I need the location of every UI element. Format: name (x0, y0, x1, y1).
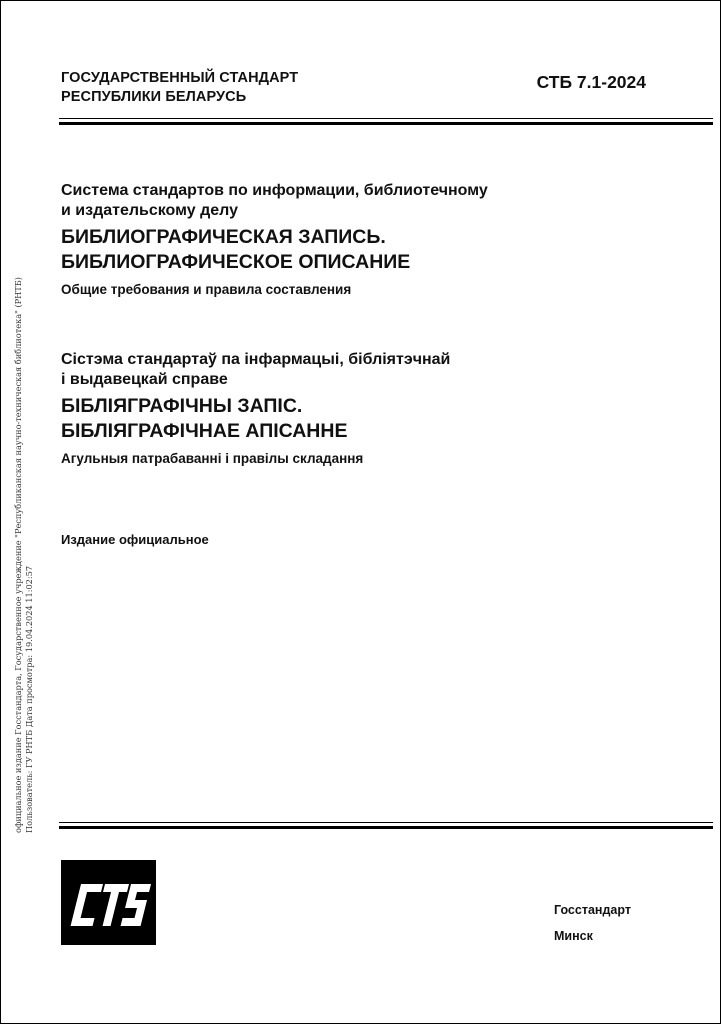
belarusian-title-block (61, 350, 450, 468)
standard-code: СТБ 7.1-2024 (536, 72, 646, 92)
side-stamp (13, 277, 35, 833)
system-line-1: Система стандартов по информации, библиотечному (61, 182, 488, 199)
side-stamp-line-1: официальное издание Госстандарта, Государственное учреждение "Республиканская научно-техническая библиотека" (РНТБ) (13, 277, 23, 833)
subtitle: Агульныя патрабаванні і правілы складання (61, 451, 364, 466)
title-line-1: БИБЛИОГРАФИЧЕСКАЯ ЗАПИСЬ. (61, 226, 386, 248)
footer-rule (59, 822, 713, 829)
system-line-1: Сістэма стандартаў па інфармацыі, бібліятэчнай (61, 351, 451, 368)
russian-title-block (61, 181, 488, 299)
system-line-2: і выдавецкай справе (61, 371, 228, 388)
org-line-1: ГОСУДАРСТВЕННЫЙ СТАНДАРТ (61, 70, 299, 86)
standard-org (61, 69, 298, 107)
title-line-1: БІБЛІЯГРАФІЧНЫ ЗАПІС. (61, 395, 303, 417)
edition-label: Издание официальное (61, 532, 209, 547)
ctb-logo (61, 860, 156, 945)
header-rule (59, 118, 713, 125)
publisher-name: Госстандарт (554, 903, 631, 917)
org-line-2: РЕСПУБЛИКИ БЕЛАРУСЬ (61, 89, 247, 105)
subtitle: Общие требования и правила составления (61, 282, 352, 297)
title-line-2: БІБЛІЯГРАФІЧНАЕ АПІСАННЕ (61, 420, 348, 442)
system-line-2: и издательскому делу (61, 202, 238, 219)
publisher-city: Минск (554, 929, 593, 943)
side-stamp-line-2: Пользователь: ГУ РНТБ Дата просмотра: 19.04.2024 11:02:57 (24, 565, 34, 833)
title-line-2: БИБЛИОГРАФИЧЕСКОЕ ОПИСАНИЕ (61, 251, 411, 273)
